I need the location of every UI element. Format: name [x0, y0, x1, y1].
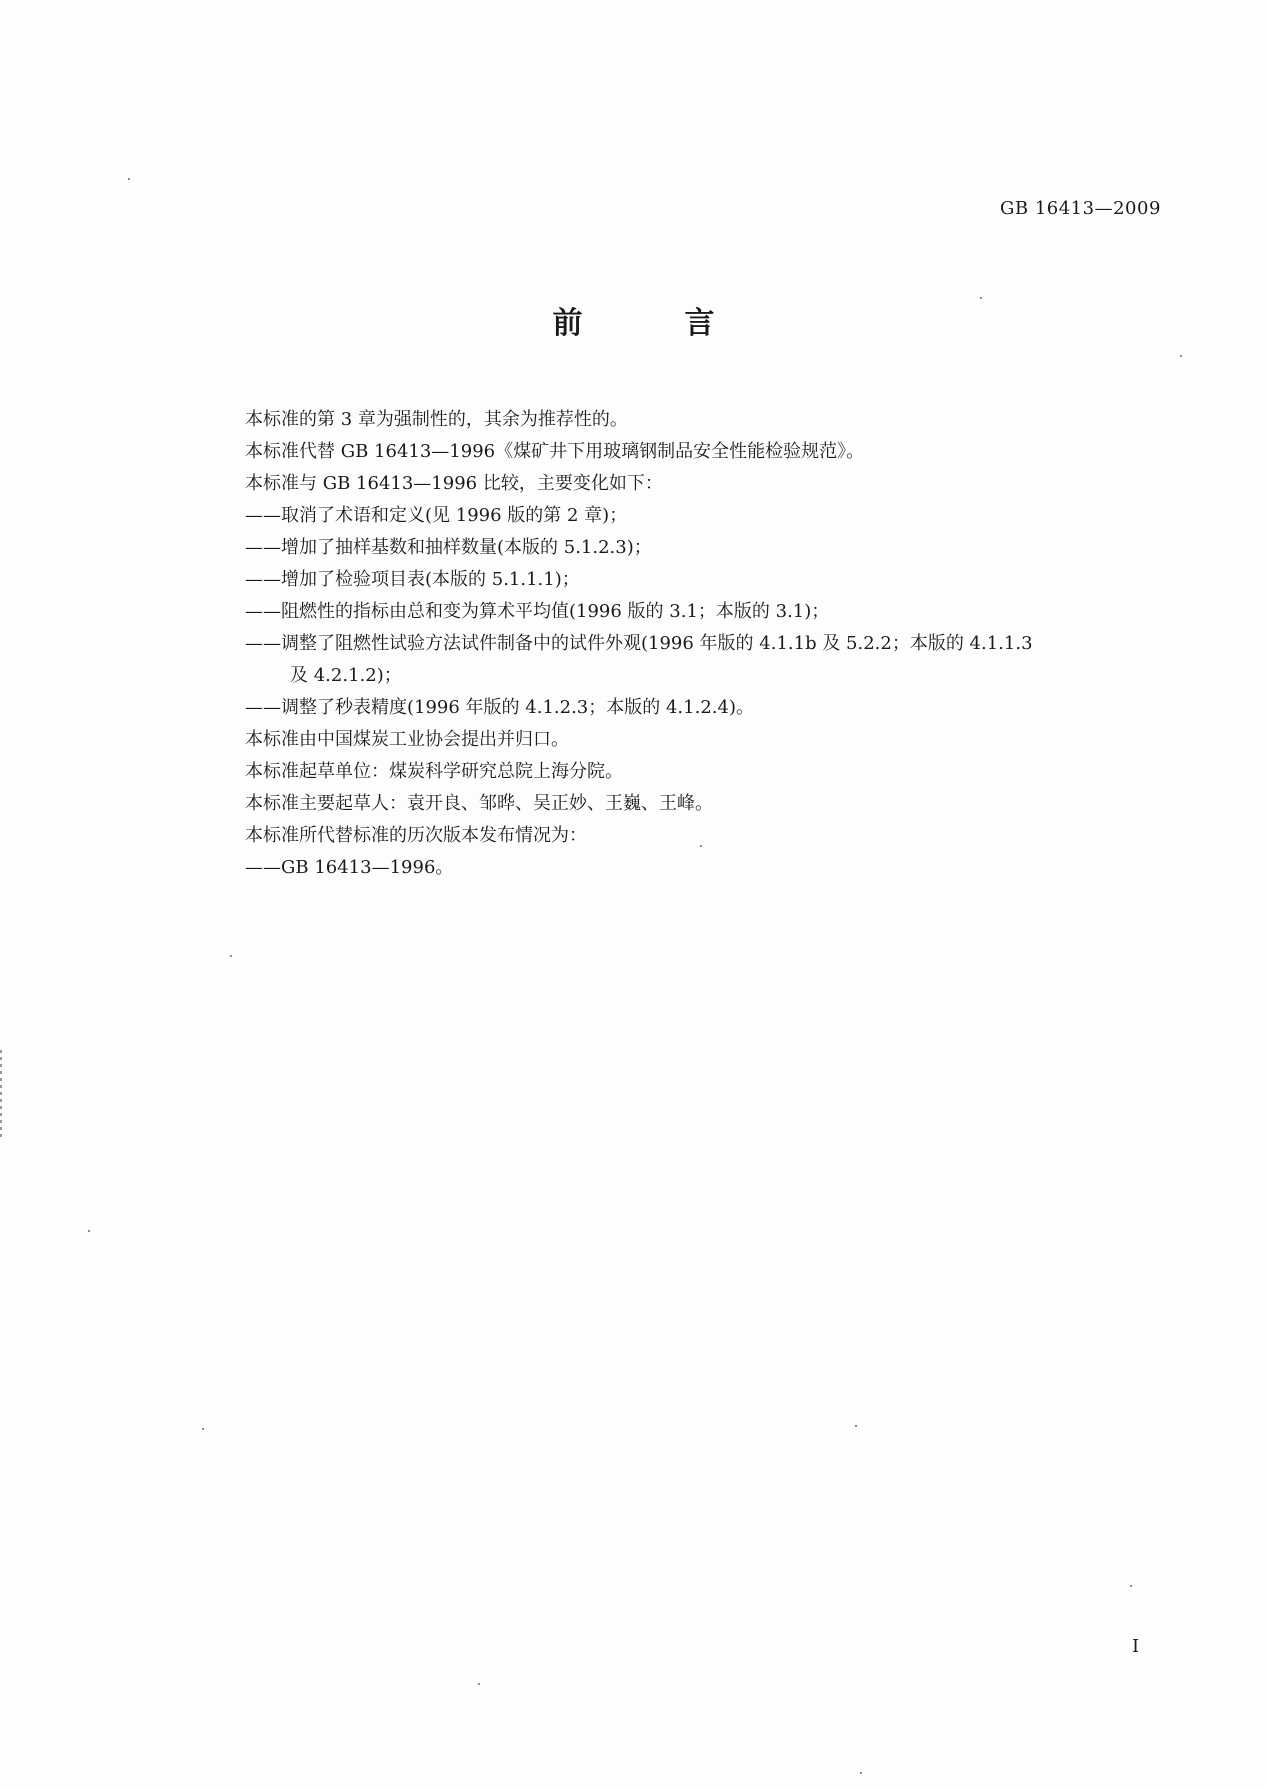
scan-speck	[88, 1230, 90, 1232]
scan-speck	[128, 178, 130, 180]
page-number: I	[1132, 1636, 1140, 1657]
foreword-line: 及 4.2.1.2)；	[290, 665, 402, 686]
foreword-line: ——阻燃性的指标由总和变为算术平均值(1996 版的 3.1；本版的 3.1)；	[245, 601, 830, 622]
scan-speck	[700, 845, 702, 847]
foreword-line: ——取消了术语和定义(见 1996 版的第 2 章)；	[245, 505, 628, 526]
foreword-line: 本标准所代替标准的历次版本发布情况为：	[245, 825, 587, 846]
scan-speck	[980, 297, 982, 299]
foreword-line: 本标准起草单位：煤炭科学研究总院上海分院。	[245, 761, 623, 782]
foreword-line: 本标准主要起草人：袁开良、邹晔、吴正妙、王巍、王峰。	[245, 793, 713, 814]
foreword-body	[245, 404, 1175, 884]
scan-speck	[1180, 355, 1182, 357]
foreword-line: ——调整了秒表精度(1996 年版的 4.1.2.3；本版的 4.1.2.4)。	[245, 697, 754, 718]
scan-speck	[478, 1683, 480, 1685]
foreword-line: 本标准与 GB 16413—1996 比较，主要变化如下：	[245, 473, 663, 494]
scan-speck	[230, 955, 232, 957]
scan-speck	[860, 1772, 862, 1774]
standard-code: GB 16413—2009	[1000, 198, 1161, 219]
foreword-line: ——增加了抽样基数和抽样数量(本版的 5.1.2.3)；	[245, 537, 652, 558]
scan-edge-mark	[0, 1050, 2, 1140]
foreword-line: 本标准由中国煤炭工业协会提出并归口。	[245, 729, 569, 750]
scan-speck	[202, 1428, 204, 1430]
scan-speck	[855, 1425, 857, 1427]
foreword-line: ——调整了阻燃性试验方法试件制备中的试件外观(1996 年版的 4.1.1b 及 5.2.2；本版的 4.1.1.3	[245, 633, 1033, 654]
foreword-line: 本标准的第 3 章为强制性的，其余为推荐性的。	[245, 409, 628, 430]
foreword-line: ——增加了检验项目表(本版的 5.1.1.1)；	[245, 569, 580, 590]
foreword-line: 本标准代替 GB 16413—1996《煤矿井下用玻璃钢制品安全性能检验规范》。	[245, 441, 865, 462]
page-title: 前 言	[552, 306, 751, 341]
foreword-line: ——GB 16413—1996。	[245, 857, 454, 878]
scan-speck	[1130, 1585, 1132, 1587]
